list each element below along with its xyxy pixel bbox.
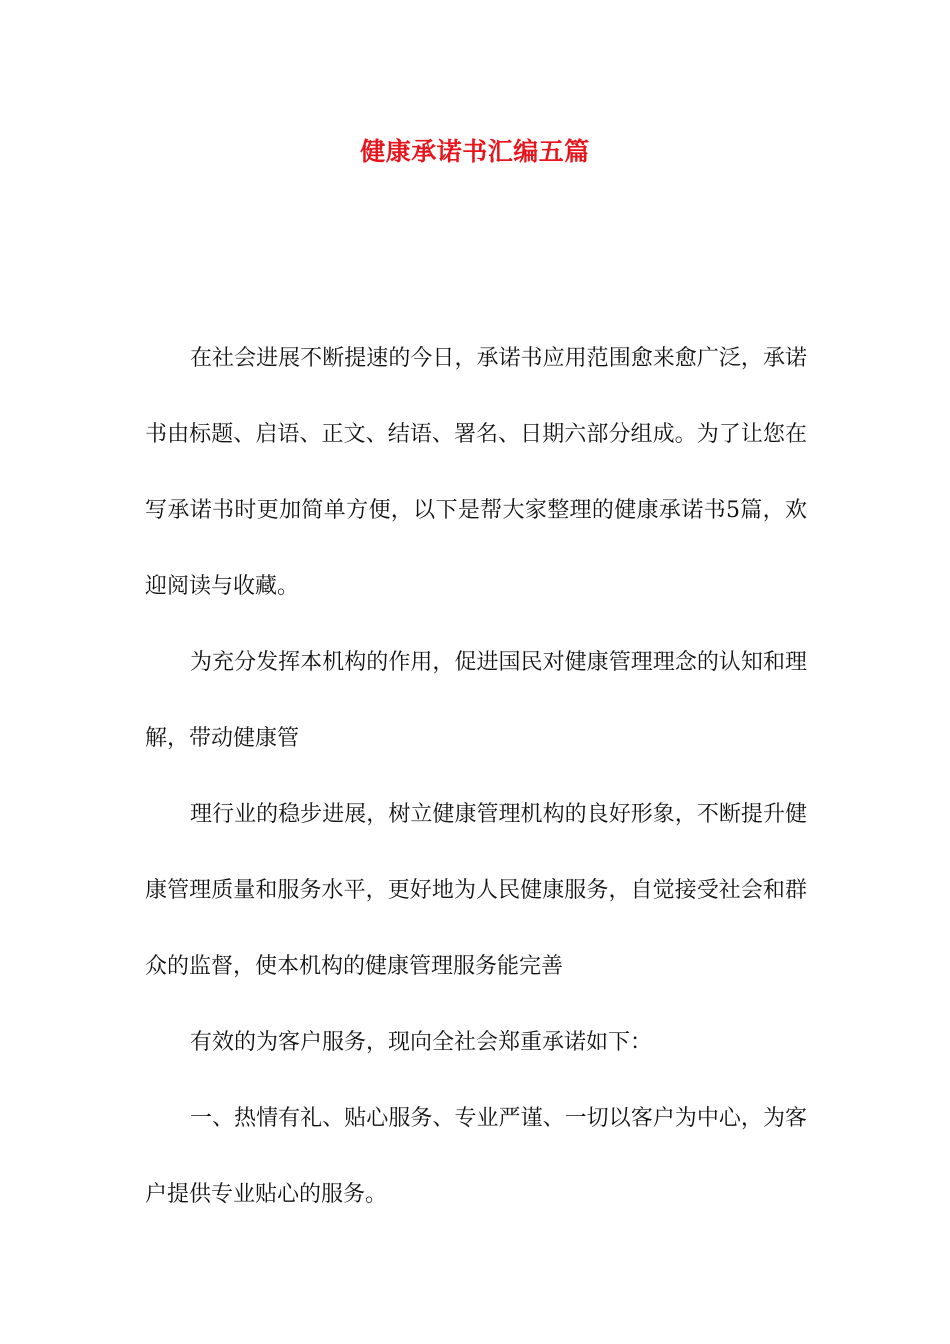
document-body	[145, 321, 807, 1233]
paragraph-purpose: 为充分发挥本机构的作用，促进国民对健康管理理念的认知和理解，带动健康管	[145, 650, 807, 751]
paragraph-industry: 理行业的稳步进展，树立健康管理机构的良好形象，不断提升健康管理质量和服务水平，更好地为人民健康服务，自觉接受社会和群众的监督，使本机构的健康管理服务能完善	[145, 802, 807, 979]
paragraph-intro: 在社会进展不断提速的今日，承诺书应用范围愈来愈广泛，承诺书由标题、启语、正文、结语、署名、日期六部分组成。为了让您在写承诺书时更加简单方便，以下是帮大家整理的健康承诺书5篇，欢迎阅读与收藏。	[145, 346, 807, 599]
paragraph-commitment-1: 一、热情有礼、贴心服务、专业严谨、一切以客户为中心，为客户提供专业贴心的服务。	[145, 1106, 807, 1207]
paragraph-commitment-lead: 有效的为客户服务，现向全社会郑重承诺如下：	[190, 1030, 653, 1055]
document-title: 健康承诺书汇编五篇	[360, 137, 590, 166]
